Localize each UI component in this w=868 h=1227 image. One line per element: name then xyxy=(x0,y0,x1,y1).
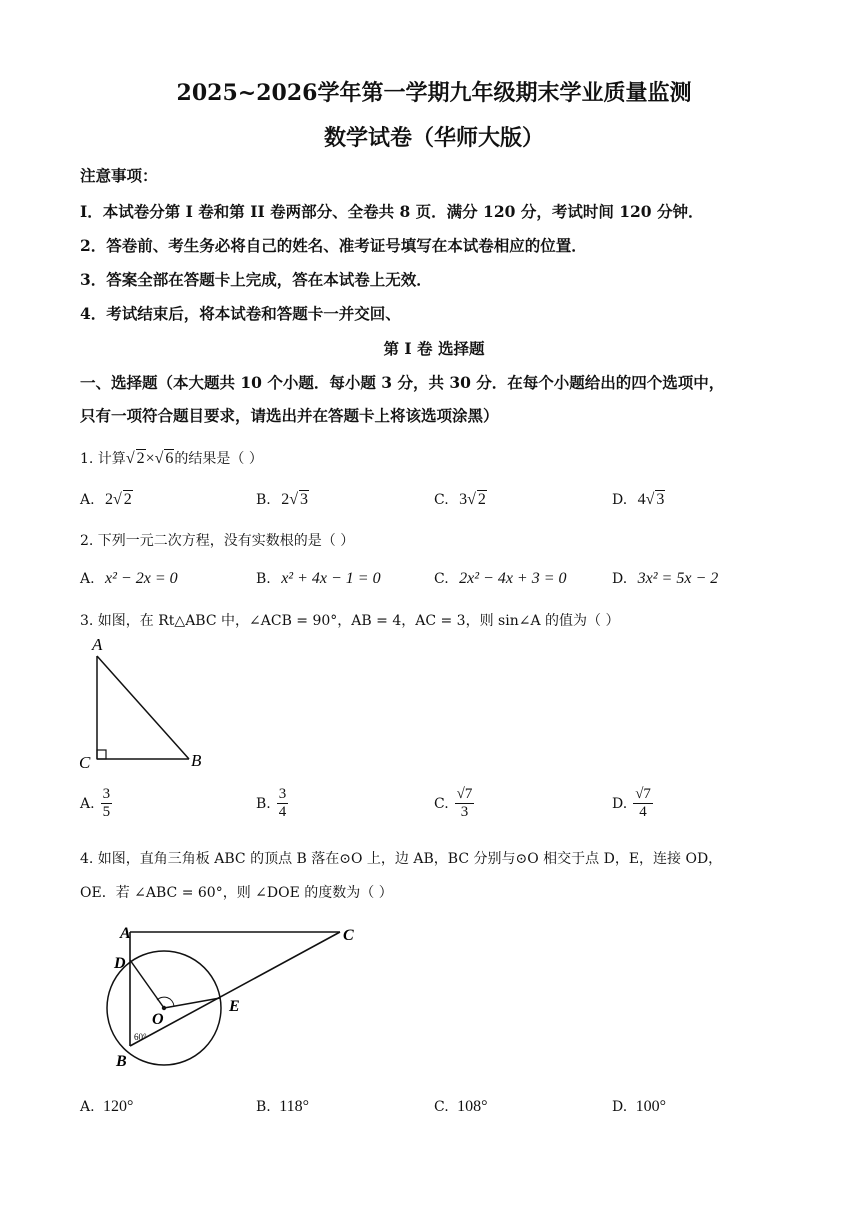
q4-label-b: B xyxy=(116,1053,127,1070)
q1-radicand-b: 6 xyxy=(165,450,174,467)
q4-option-d: D. 100° xyxy=(612,1098,667,1115)
q4-side-bc xyxy=(130,932,340,1046)
note-item-2: 2．答卷前、考生务必将自己的姓名、准考证号填写在本试卷相应的位置． xyxy=(80,236,587,255)
q2-option-d: D. 3x² = 5x − 2 xyxy=(612,570,719,587)
note-item-4: 4．考试结束后，将本试卷和答题卡一并交回、 xyxy=(80,304,401,323)
q1-option-b: B. 2√ 3 xyxy=(256,491,308,508)
question-4-stem-line1: 4. 如图，直角三角板 ABC 的顶点 B 落在⊙O 上，边 AB，BC 分别与⊙O 相交于点 D，E，连接 OD， xyxy=(80,851,723,867)
section-intro-line2: 只有一项符合题目要求，请选出并在答题卡上将该选项涂黑） xyxy=(80,406,499,425)
q4-segment-od xyxy=(130,960,164,1008)
q4-option-c: C. 108° xyxy=(434,1098,488,1115)
q4-label-angle: 60° xyxy=(134,1032,147,1042)
q4-label-d: D xyxy=(114,955,126,972)
q4-option-a: A. 120° xyxy=(80,1098,134,1115)
q3-side-ab xyxy=(97,656,189,759)
q1-times: × xyxy=(145,450,155,467)
note-item-3: 3．答案全部在答题卡上完成，答在本试卷上无效． xyxy=(80,270,432,289)
question-2-stem: 2. 下列一元二次方程，没有实数根的是（ ） xyxy=(80,533,355,549)
q3-triangle-figure xyxy=(76,632,216,774)
q3-label-a: A xyxy=(92,635,103,654)
section-title: 第 I 卷 选择题 xyxy=(383,339,485,358)
question-1-stem: 1. 计算√ 2×√ 6的结果是（ ） xyxy=(80,450,263,467)
exam-title: 2025~2026学年第一学期九年级期末学业质量监测 xyxy=(176,80,692,106)
notes-heading: 注意事项： xyxy=(80,166,158,185)
question-3-stem: 3. 如图，在 Rt△ABC 中，∠ACB = 90°，AB = 4，AC = 3，则 sin∠A 的值为（ ） xyxy=(80,613,620,629)
q1-suffix: 的结果是（ ） xyxy=(174,451,263,467)
q3-label-b: B xyxy=(191,751,202,770)
q4-label-e: E xyxy=(229,998,240,1015)
q4-label-c: C xyxy=(343,927,354,944)
q2-option-c: C. 2x² − 4x + 3 = 0 xyxy=(434,570,567,587)
q3-right-angle-mark xyxy=(97,750,106,759)
q4-center-dot xyxy=(162,1006,166,1010)
q3-option-d: D. $\frac{√7}{4}$ xyxy=(612,786,651,821)
q3-label-c: C xyxy=(79,753,91,772)
q3-option-b: B. $\frac{3}{4}$ xyxy=(256,786,287,821)
q1-option-d: D. 4√ 3 xyxy=(612,491,665,508)
q4-circle-figure xyxy=(100,916,380,1076)
note-item-1: I．本试卷分第 I 卷和第 II 卷两部分、全卷共 8 页．满分 120 分，考试时间 120 分钟． xyxy=(80,202,704,221)
q1-radicand-a: 2 xyxy=(136,450,145,467)
q4-segment-oe xyxy=(164,998,220,1008)
q1-option-c: C. 3√ 2 xyxy=(434,491,486,508)
q2-option-b: B. x² + 4x − 1 = 0 xyxy=(256,570,381,587)
q1-option-a: A. 2√ 2 xyxy=(80,491,132,508)
q3-option-c: C. $\frac{√7}{3}$ xyxy=(434,786,473,821)
q4-label-a: A xyxy=(120,925,131,942)
exam-subtitle: 数学试卷（华师大版） xyxy=(323,125,544,151)
q1-prefix: 1. 计算 xyxy=(80,451,126,467)
section-intro-line1: 一、选择题（本大题共 10 个小题．每小题 3 分，共 30 分．在每个小题给出的四个选项中， xyxy=(80,373,725,392)
question-4-stem-line2: OE．若 ∠ABC = 60°，则 ∠DOE 的度数为（ ） xyxy=(80,885,393,901)
q3-option-a: A. $\frac{3}{5}$ xyxy=(80,786,111,821)
q4-option-b: B. 118° xyxy=(256,1098,310,1115)
q4-label-o: O xyxy=(152,1011,164,1028)
q2-option-a: A. x² − 2x = 0 xyxy=(80,570,178,587)
